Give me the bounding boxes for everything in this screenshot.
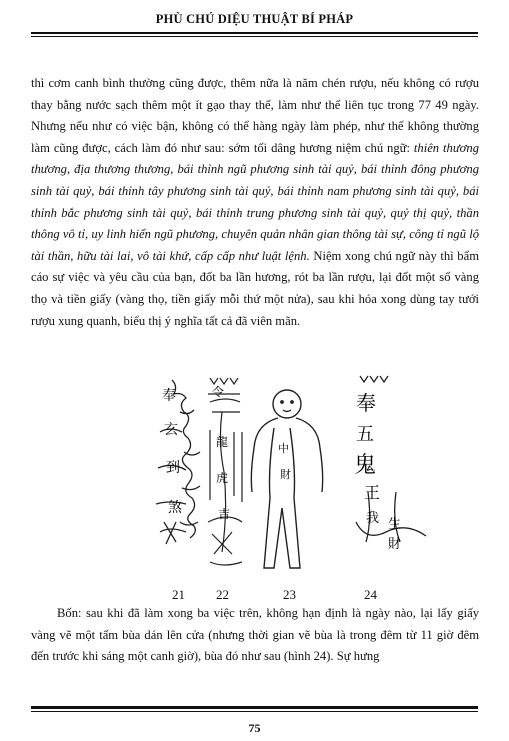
- figure-number-23: 23: [283, 587, 296, 602]
- talisman-21-glyph-4: 煞: [168, 500, 182, 516]
- running-header: PHÙ CHÚ DIỆU THUẬT BÍ PHÁP: [155, 12, 354, 26]
- talisman-22-glyph-4: 吉: [218, 507, 231, 521]
- paragraph-1-lead: thì cơm canh bình thường cũng được, thêm nữa là năm chén rượu, nếu không có rượu thay bằng nước sạch thêm một ít gạo thay thế, làm như thế liên tục trong 77 49 ngày. Nhưng nếu như có việc bận, không có thể hàng ngày làm phép, như thế không thường làm cũng được, cách làm đó như sau: sớm tối dâng hương niệm chú ngữ:: [31, 76, 479, 155]
- paragraph-2: [31, 603, 479, 668]
- header-rule-thick: [31, 32, 478, 34]
- talisman-22-glyph-1: 令: [212, 385, 225, 399]
- paragraph-2-text: Bốn: sau khi đã làm xong ba việc trên, không hạn định là ngày nào, lại lấy giấy vàng vẽ một tấm bùa dán lên cửa (nhưng thời gian vẽ bùa là trong đêm từ 11 giờ đêm đến trước khi sáng một canh giờ), bùa đó như sau (hình 24). Sự hưng: [31, 606, 479, 664]
- paragraph-1: [31, 73, 479, 332]
- talisman-24-glyph-6: 生: [388, 517, 402, 532]
- talisman-24-glyph-3: 鬼: [354, 453, 377, 478]
- talisman-22-glyph-3: 虎: [216, 471, 229, 485]
- talisman-drawings: [150, 372, 440, 590]
- talisman-21-glyph-1: 奉: [162, 388, 176, 404]
- talisman-21-glyph-2: 玄: [164, 422, 178, 438]
- figure-number-22: 22: [216, 587, 229, 602]
- chant-text: thiên thương thương, địa thương thương, bái thỉnh ngũ phương sinh tài quỷ, bái thỉnh đông phương sinh tài quỷ, bái thỉnh tây phương sinh tài quỷ, bái thỉnh nam phương sinh tài quỷ, bái thỉnh bắc phương sinh tài quỷ, bái thỉnh trung phương sinh tài quỷ, quỷ thị quỷ, thần thông vô tỉ, uy linh hiển ngũ phương, chuyên quản nhân gian thông tài sự, công tỉ ngũ lộ tài thần, hữu tài lai, vô tài khứ, cấp cấp như luật lệnh.: [31, 140, 479, 263]
- talisman-24-glyph-5: 我: [366, 511, 380, 526]
- talisman-24-glyph-7: 財: [388, 537, 402, 552]
- talisman-24-glyph-2: 五: [356, 424, 374, 445]
- figure-number-24: 24: [364, 587, 377, 602]
- talisman-figures: [150, 372, 440, 590]
- header-rule-thin: [31, 36, 478, 37]
- talisman-24-glyph-1: 奉: [356, 391, 376, 415]
- talisman-23-glyph-1: 中: [278, 442, 289, 455]
- talisman-24-glyph-4: 王: [364, 483, 381, 502]
- figure-number-21: 21: [172, 587, 185, 602]
- talisman-21-glyph-3: 到: [166, 460, 180, 476]
- footer-rule-thick: [31, 706, 478, 709]
- page-number: 75: [248, 721, 261, 735]
- figure-captions: [150, 587, 440, 603]
- footer-rule-thin: [31, 711, 478, 712]
- talisman-23-glyph-2: 財: [280, 468, 291, 481]
- paragraph-1-tail: Niệm xong chú ngữ này thì bẩm cáo sự việc và yêu cầu của bạn, đốt ba lần hương, rót ba lần rượu, lại đốt một số vàng thọ và tiền giấy (vàng thọ, tiền giấy mỗi thứ một nửa), sau khi hóa xong dùng tay tưới rượu xung quanh, biểu thị ý nghĩa tất cả đã viên mãn.: [31, 248, 479, 328]
- talisman-22-glyph-2: 龍: [216, 435, 229, 449]
